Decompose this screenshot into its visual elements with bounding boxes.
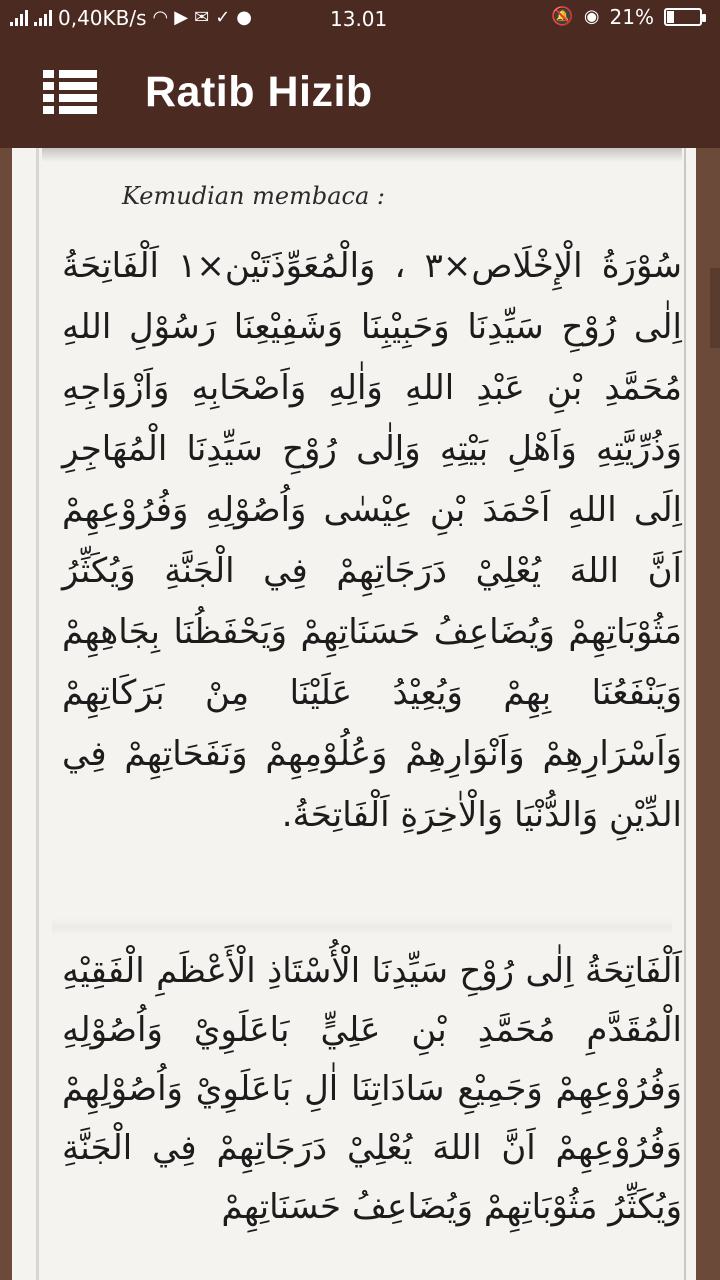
signal-icon (34, 10, 52, 26)
section-divider (52, 918, 672, 936)
network-speed: 0,40KB/s (58, 6, 147, 30)
page-top-shadow (42, 148, 682, 162)
document-page (12, 148, 696, 1280)
youtube-icon: ▶ (174, 7, 189, 28)
intro-label: Kemudian membaca : (122, 182, 385, 210)
arabic-text-section-2: اَلْفَاتِحَةُ اِلٰى رُوْحِ سَيِّدِنَا الْأُسْتَاذِ الْأَعْظَمِ الْفَقِيْهِ الْمُقَدَّمِ مُحَمَّدِ بْنِ عَلِيٍّ بَاعَلَوِيْ وَاُصُوْلِهِ وَفُرُوْعِهِمْ وَجَمِيْعِ سَادَاتِنَا اٰلِ بَاعَلَوِيْ وَاُصُوْلِهِمْ وَفُرُوْعِهِمْ اَنَّ اللهَ يُعْلِيْ دَرَجَاتِهِمْ فِي الْجَنَّةِ وَيُكَثِّرُ مَثُوْبَاتِهِمْ وَيُضَاعِفُ حَسَنَاتِهِمْ (62, 951, 682, 1227)
chat-icon: ● (236, 7, 252, 28)
document-viewer[interactable] (0, 148, 720, 1280)
page-edge-left (36, 148, 39, 1280)
clock: 13.01 (330, 7, 388, 31)
status-left (0, 6, 252, 30)
eye-icon: ◉ (583, 6, 600, 27)
arabic-text-section-1: سُوْرَةُ الْإِخْلَاص×٣ ، وَالْمُعَوِّذَتَيْن×١ اَلْفَاتِحَةُ اِلٰى رُوْحِ سَيِّدِنَا وَحَبِيْبِنَا وَشَفِيْعِنَا رَسُوْلِ اللهِ مُحَمَّدِ بْنِ عَبْدِ اللهِ وَاٰلِهِ وَاَصْحَابِهِ وَاَزْوَاجِهِ وَذُرِّيَّتِهِ وَاَهْلِ بَيْتِهِ وَاِلٰى رُوْحِ سَيِّدِنَا الْمُهَاجِرِ اِلَى اللهِ اَحْمَدَ بْنِ عِيْسٰى وَاُصُوْلِهِ وَفُرُوْعِهِمْ اَنَّ اللهَ يُعْلِيْ دَرَجَاتِهِمْ فِي الْجَنَّةِ وَيُكَثِّرُ مَثُوْبَاتِهِمْ وَيُضَاعِفُ حَسَنَاتِهِمْ وَيَحْفَظُنَا بِجَاهِهِمْ وَيَنْفَعُنَا بِهِمْ وَيُعِيْدُ عَلَيْنَا مِنْ بَرَكَاتِهِمْ وَاَسْرَارِهِمْ وَاَنْوَارِهِمْ وَعُلُوْمِهِمْ وَنَفَحَاتِهِمْ فِي الدِّيْنِ وَالدُّنْيَا وَالْاٰخِرَةِ اَلْفَاتِحَةُ. (62, 246, 683, 835)
app-bar (0, 36, 720, 148)
list-icon[interactable] (43, 70, 97, 114)
signal-icon (10, 10, 28, 26)
scrollbar-thumb[interactable] (710, 268, 720, 348)
battery-icon (664, 8, 702, 26)
wifi-icon: ◠ (152, 7, 169, 28)
battery-fill (667, 11, 674, 23)
status-bar (0, 0, 720, 36)
battery-percent: 21% (609, 5, 654, 29)
status-right (551, 5, 702, 29)
gmail-icon: ✉ (194, 7, 210, 28)
page-edge-right (684, 148, 686, 1280)
app-title: Ratib Hizib (145, 67, 373, 116)
download-done-icon: ✓ (215, 7, 231, 28)
alarm-off-icon: 🔕 (551, 6, 574, 27)
